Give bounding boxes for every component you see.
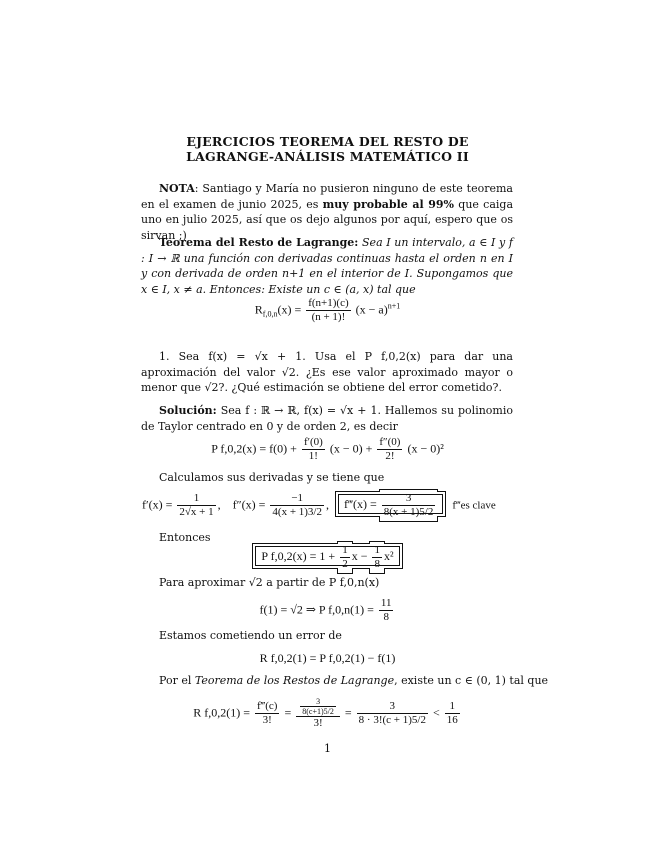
- theorem-ref-italic: Teorema de los Restos de Lagrange: [194, 674, 395, 687]
- d2-den: 4(x + 1)3/2: [272, 506, 322, 518]
- d1-lhs: f′(x) =: [142, 497, 173, 512]
- approx-den: 8: [383, 611, 389, 623]
- d3-den: 8(x + 1)5/2: [383, 506, 434, 518]
- d3-note: f‴es clave: [452, 499, 496, 512]
- theorem-reference: [159, 673, 548, 689]
- theorem-paragraph: [141, 235, 513, 297]
- derivatives-intro: Calculamos sus derivadas y se tiene que: [159, 471, 385, 484]
- nota-text-2: que caiga uno en julio 2025, así que os dejo algunos por aquí, espero que os sirvan ;): [141, 197, 513, 242]
- approx-fraction: [379, 597, 394, 624]
- d2-num: −1: [270, 492, 324, 506]
- error-text: Estamos cometiendo un error de: [159, 629, 342, 642]
- theorem-ref-post: , existe un c ∈ (0, 1) tal que: [394, 674, 549, 687]
- approx-eq-lhs: f(1) = √2 ⇒ P f,0,n(1) =: [259, 602, 374, 617]
- final-inner-num: 3: [300, 697, 336, 707]
- taylor-mid: (x − 0) +: [329, 441, 373, 456]
- final-inner-den: 8(c+1)5/2: [302, 707, 334, 716]
- final-f1-num: f‴(c): [257, 700, 278, 712]
- exercise-1-paragraph: 1. Sea f(x) = √x + 1. Usa el P f,0,2(x) para dar una aproximación del valor √2. ¿Es ese valor aproximado mayor o menor que √2?. ¿Qué estimación se obtiene del error cometido?.: [141, 350, 513, 394]
- final-estimate-formula: R f,0,2(1) = $\frac{f‴(c)}{3!}$ = $\frac{\frac{3}{8(c+1)5/2}}{3!}$ = $\frac{3}{8 \cdot 3!(c + 1)5/2}$ < $\frac{1}{16}$: [193, 697, 458, 729]
- d3-lhs: f‴(x) =: [344, 497, 377, 512]
- d2-fraction: [270, 492, 324, 519]
- formula-lhs: R: [254, 302, 263, 317]
- approx-num: 11: [380, 597, 392, 609]
- final-f4-num: 1: [445, 700, 460, 714]
- poly-f2-num: 1: [374, 544, 380, 556]
- final-fraction-3: [357, 700, 428, 727]
- final-f2-den: 3!: [313, 717, 323, 729]
- d2-lhs: f″(x) =: [232, 497, 266, 512]
- poly-lhs: P f,0,2(x) = 1 +: [261, 549, 336, 564]
- taylor-end: (x − 0)²: [407, 441, 444, 456]
- entonces-label: Entonces: [159, 531, 211, 544]
- final-lhs: R f,0,2(1) =: [193, 705, 251, 720]
- theorem-label: Teorema del Resto de Lagrange:: [159, 236, 359, 249]
- paper-title-line-1: EJERCICIOS TEOREMA DEL RESTO DE: [186, 134, 469, 149]
- d3-num: 3: [382, 492, 436, 506]
- formula-lhs-sub: f,0,n: [262, 309, 278, 319]
- final-f2-num: [296, 697, 340, 717]
- nota-text-1: : Santiago y María no pusieron ninguno de este teorema en el examen de junio 2025, es: [141, 182, 513, 211]
- taylor-expansion-formula: [0, 436, 655, 463]
- d3-fraction: [382, 492, 436, 519]
- approx-equation: [0, 597, 655, 624]
- poly-f1-den: 2: [342, 558, 348, 570]
- d3-boxed: [338, 492, 443, 518]
- taylor-f2-den: 2!: [385, 450, 395, 462]
- formula-lhs-arg: (x) =: [277, 302, 302, 317]
- d1-fraction: [177, 492, 215, 519]
- poly-f1-num: 1: [342, 544, 348, 556]
- taylor-f1-num: f′(0): [303, 436, 323, 448]
- poly-fraction-1: [340, 544, 350, 571]
- taylor-fraction-1: [302, 436, 325, 463]
- nota-bold: muy probable al 99%: [322, 197, 455, 211]
- formula-rest: (x − a): [355, 302, 388, 317]
- theorem-text: Sea I un intervalo, a ∈ I y f : I → ℝ una función con derivadas continuas hasta el orden n en I y con derivada de orden n+1 en el interior de I. Supongamos que x ∈ I, x ≠ a. Entonces: Existe un c ∈ (a, x) tal que: [141, 236, 514, 296]
- final-fraction-4: [445, 700, 460, 727]
- lagrange-remainder-formula: [0, 297, 655, 324]
- final-fraction-1: [255, 700, 279, 727]
- poly-box: [255, 544, 399, 570]
- taylor-f2-num: f″(0): [379, 436, 401, 448]
- formula-denominator: (n + 1)!: [311, 311, 346, 323]
- formula-numerator: f(n+1)(c): [308, 297, 349, 309]
- approx-text: Para aproximar √2 a partir de P f,0,n(x): [159, 576, 380, 589]
- derivatives-row: f′(x) = $\frac{1}{2√x + 1}$ , f″(x) = $\frac{-1}{4(x + 1)3/2}$ , f‴(x) = $\frac{3}{8(x + 1)5/2}$ f‴es clave: [142, 492, 496, 518]
- final-f1-den: 3!: [262, 714, 272, 726]
- nota-paragraph: [141, 181, 513, 243]
- final-f3-num: 3: [357, 700, 428, 714]
- poly-mid: x −: [351, 549, 368, 564]
- solution-paragraph: [141, 403, 513, 434]
- paper-title-line-2: LAGRANGE-ANÁLISIS MATEMÁTICO II: [186, 149, 469, 164]
- page-number: 1: [324, 742, 331, 755]
- taylor-lhs: P f,0,2(x) = f(0) +: [211, 441, 297, 456]
- taylor-polynomial-boxed: [0, 544, 655, 571]
- solution-intro: Sea f : ℝ → ℝ, f(x) = √x + 1. Hallemos su polinomio de Taylor centrado en 0 y de orden 2, es decir: [141, 404, 513, 433]
- taylor-fraction-2: [377, 436, 402, 463]
- poly-fraction-2: [372, 544, 382, 571]
- theorem-ref-pre: Por el: [159, 674, 195, 687]
- final-lt: <: [432, 705, 440, 720]
- d1-den: 2√x + 1: [179, 506, 214, 518]
- final-inner-fraction: [300, 697, 336, 716]
- poly-f2-den: 8: [374, 558, 380, 570]
- solution-label: Solución:: [159, 404, 217, 417]
- final-f4-den: 16: [446, 714, 458, 726]
- final-f3-den: 8 · 3!(c + 1)5/2: [358, 714, 426, 726]
- taylor-f1-den: 1!: [308, 450, 318, 462]
- nota-label: NOTA: [159, 182, 195, 195]
- error-equation: R f,0,2(1) = P f,0,2(1) − f(1): [259, 651, 396, 665]
- final-fraction-2: [296, 697, 340, 730]
- poly-end: x²: [383, 549, 394, 564]
- formula-fraction: [306, 297, 350, 324]
- formula-rest-sup: n+1: [387, 301, 401, 311]
- d1-num: 1: [177, 492, 215, 506]
